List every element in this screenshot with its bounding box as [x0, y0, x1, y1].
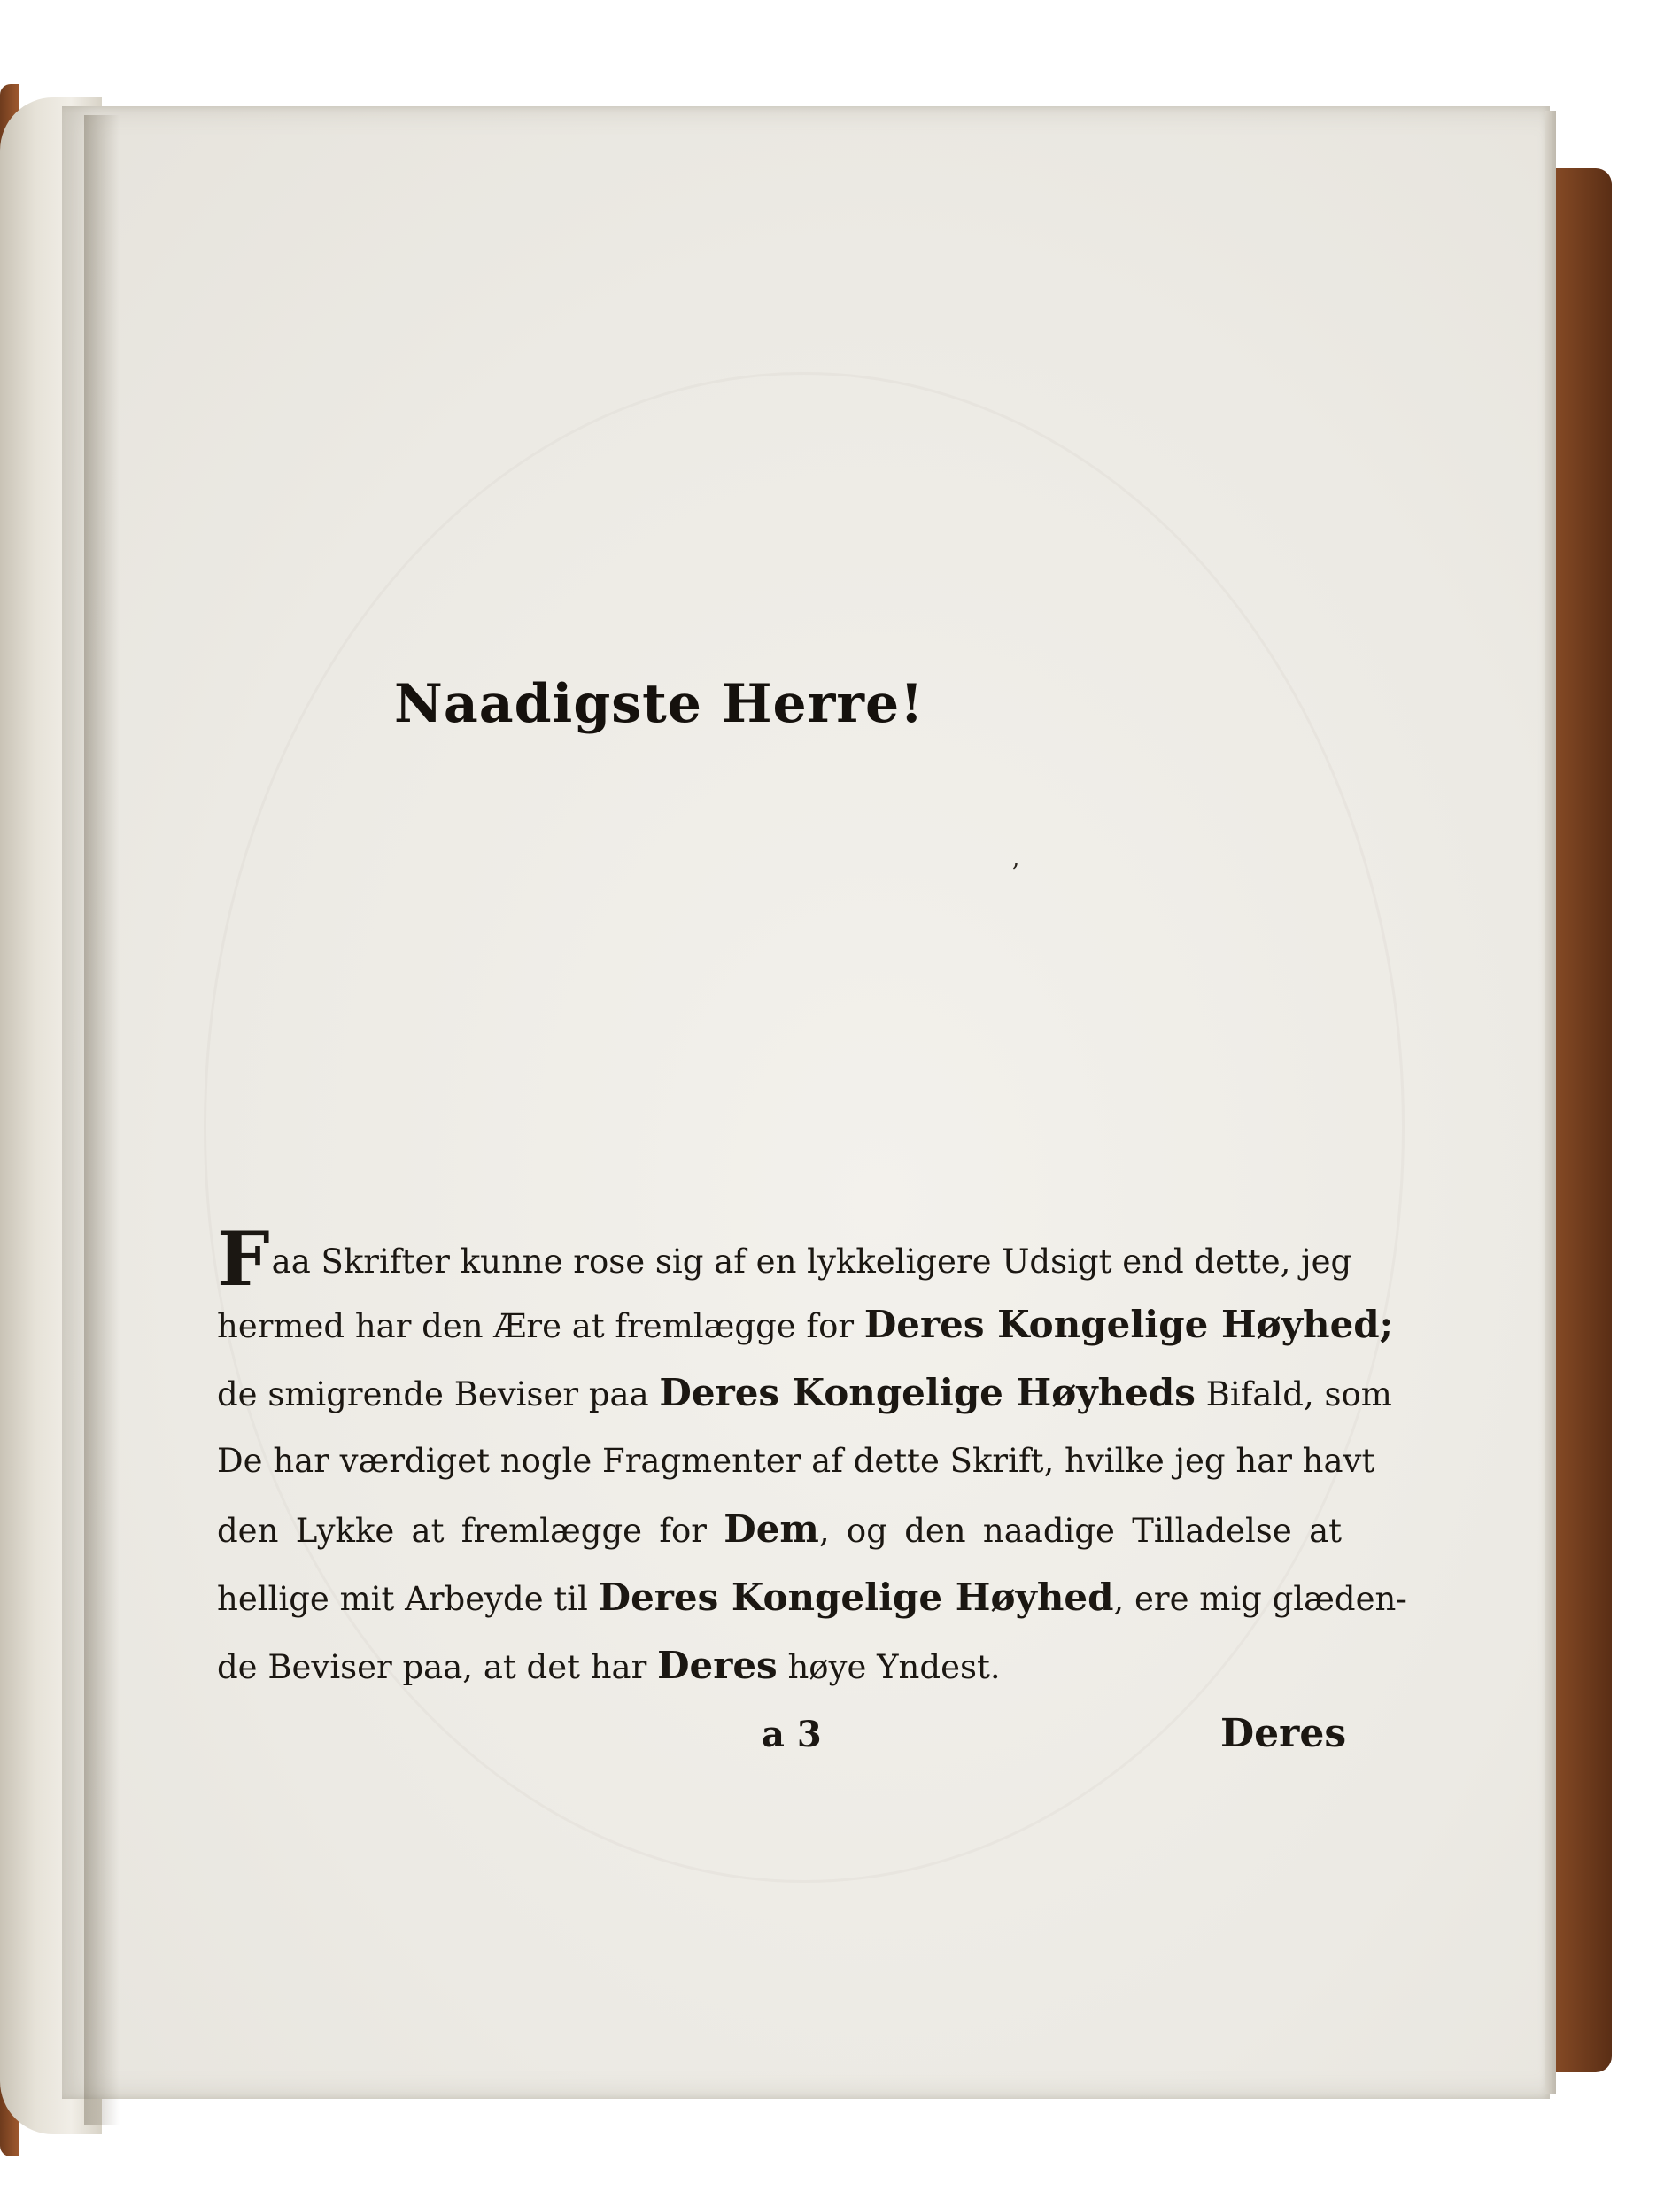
catchword: Deres: [1220, 1711, 1347, 1756]
drop-cap: F: [217, 1215, 270, 1303]
text-run: Bifald, som: [1195, 1375, 1392, 1413]
signature-mark: a 3: [762, 1714, 822, 1755]
text-run: den Lykke at fremlægge for: [217, 1512, 724, 1550]
emphasized-text: Deres Kongelige Høyheds: [659, 1371, 1196, 1414]
text-line: [217, 1359, 1392, 1427]
text-run: De har værdiget nogle Fragmenter af dette Skrift, hvilke jeg har havt: [217, 1442, 1375, 1480]
text-run: hellige mit Arbeyde til: [217, 1580, 599, 1618]
text-run: , ere mig glæden-: [1113, 1580, 1407, 1618]
page-heading: Naadigste Herre!: [394, 673, 925, 735]
text-run: høye Yndest.: [777, 1648, 1001, 1686]
text-run: de smigrende Beviser paa: [217, 1375, 660, 1413]
page-edge: [1545, 111, 1556, 2094]
text-line: [217, 1290, 1394, 1359]
book-page: [62, 106, 1550, 2099]
text-line: [217, 1631, 1342, 1700]
text-line: [217, 1215, 1352, 1303]
emphasized-text: Dem: [724, 1507, 819, 1551]
dedication-paragraph: [217, 1215, 1407, 1700]
emphasized-text: Deres Kongelige Høyhed;: [863, 1303, 1394, 1346]
text-line: [217, 1495, 1342, 1563]
emphasized-text: Deres Kongelige Høyhed: [598, 1576, 1114, 1619]
text-run: de Beviser paa, at det har: [217, 1648, 658, 1686]
text-run: hermed har den Ære at fremlægge for: [217, 1307, 864, 1345]
ink-mark: ,: [1012, 846, 1020, 872]
text-run: aa Skrifter kunne rose sig af en lykkeligere Udsigt end dette, jeg: [271, 1243, 1352, 1281]
text-line: [217, 1563, 1407, 1631]
gutter-shadow: [84, 115, 120, 2125]
emphasized-text: Deres: [657, 1644, 778, 1687]
text-line: [217, 1427, 1375, 1495]
text-run: , og den naadige Tilladelse at: [818, 1512, 1342, 1550]
